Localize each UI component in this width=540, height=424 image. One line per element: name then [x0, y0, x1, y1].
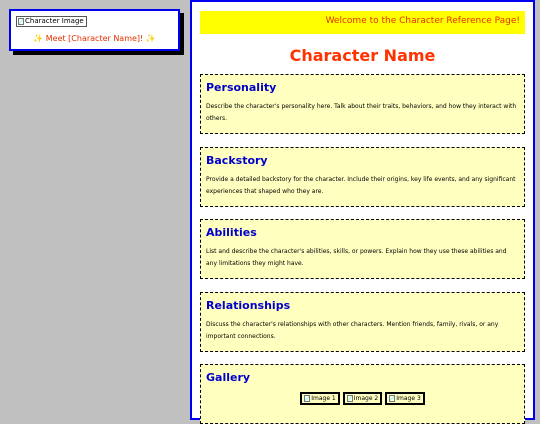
gallery-image-1[interactable]: Image 1	[300, 392, 340, 405]
main-panel	[190, 0, 535, 420]
welcome-banner	[200, 11, 525, 34]
section-body: Provide a detailed backstory for the character. Include their origins, key life events, and any significant experiences that shaped who they are.	[206, 176, 516, 195]
section-abilities	[200, 219, 525, 279]
gallery-image-3[interactable]: Image 3	[385, 392, 425, 405]
broken-image-icon	[18, 18, 24, 25]
section-heading: Abilities	[206, 226, 257, 239]
section-heading: Relationships	[206, 299, 291, 312]
broken-image-icon	[347, 395, 353, 402]
section-heading: Backstory	[206, 154, 268, 167]
section-body: List and describe the character's abilities, skills, or powers. Explain how they use these abilities and any limitations they might have.	[206, 248, 507, 267]
page-title: Character Name	[289, 46, 436, 65]
section-gallery	[200, 364, 525, 424]
section-backstory	[200, 147, 525, 207]
section-body: Describe the character's personality here. Talk about their traits, behaviors, and how they interact with others.	[206, 103, 517, 122]
broken-image-icon	[304, 395, 310, 402]
section-heading: Personality	[206, 81, 277, 94]
profile-card	[9, 9, 180, 51]
welcome-text: Welcome to the Character Reference Page!	[325, 16, 520, 26]
character-image-alt: Character Image	[25, 17, 84, 25]
meet-character-text: ✨ Meet [Character Name]! ✨	[33, 34, 156, 43]
section-personality	[200, 74, 525, 134]
character-image	[16, 16, 87, 27]
gallery-image-2[interactable]: Image 2	[343, 392, 383, 405]
section-relationships	[200, 292, 525, 352]
broken-image-icon	[389, 395, 395, 402]
gallery-row	[201, 392, 524, 405]
section-heading: Gallery	[206, 371, 251, 384]
section-body: Discuss the character's relationships with other characters. Mention friends, family, rivals, or any important connections.	[206, 321, 499, 340]
